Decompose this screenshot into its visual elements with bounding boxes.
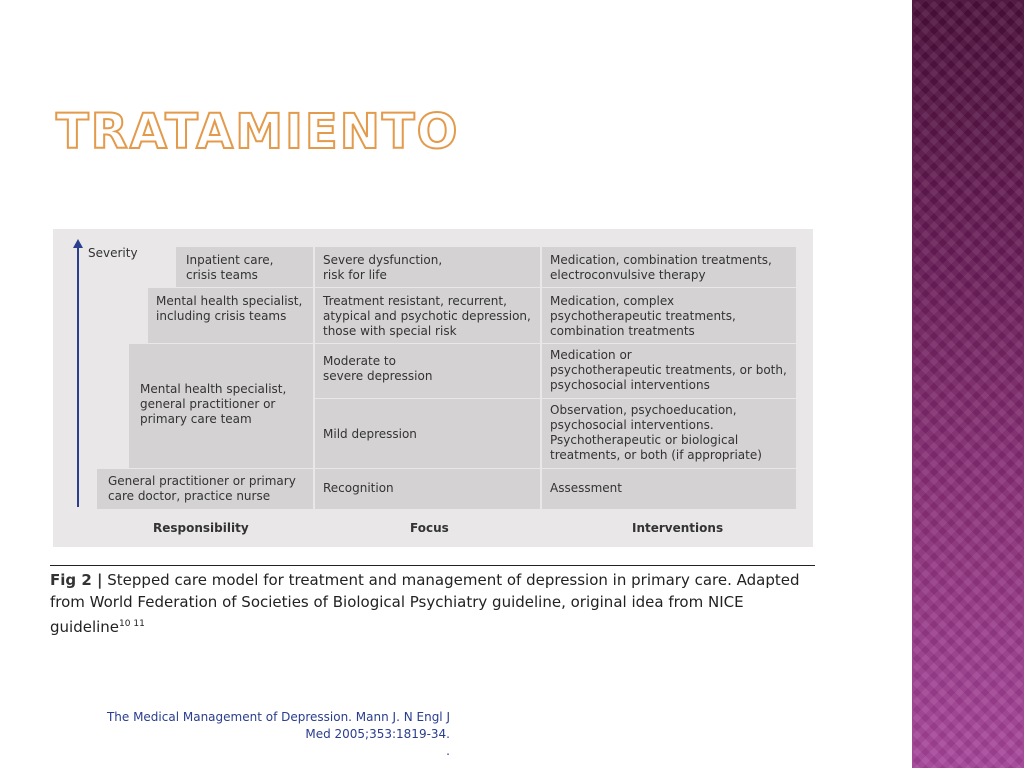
responsibility-gp: General practitioner or primary care doctor, practice nurse xyxy=(97,469,313,509)
focus-recognition: Recognition xyxy=(315,469,540,509)
interventions-row-5: Assessment xyxy=(542,469,796,509)
citation xyxy=(60,709,450,760)
caption-text: Stepped care model for treatment and management of depression in primary care. Adapted from World Federation of Societies of Biological Psychiatry guideline, original idea from NICE guideline xyxy=(50,571,800,636)
responsibility-mh-gp: Mental health specialist, general practitioner or primary care team xyxy=(129,344,313,468)
caption-references: 10 11 xyxy=(119,619,145,629)
severity-label: Severity xyxy=(88,246,138,260)
focus-mild: Mild depression xyxy=(315,399,540,468)
citation-line-1: The Medical Management of Depression. Mann J. N Engl J xyxy=(106,710,450,724)
decorative-side-band xyxy=(912,0,1024,768)
slide-title: TRATAMIENTO xyxy=(56,104,460,160)
responsibility-mh-crisis: Mental health specialist, including crisis teams xyxy=(148,288,313,343)
column-header-interventions: Interventions xyxy=(632,521,724,535)
citation-line-2: Med 2005;353:1819-34. xyxy=(305,727,450,741)
severity-arrow-icon xyxy=(77,245,79,507)
focus-severe-dysfunction: Severe dysfunction, risk for life xyxy=(315,247,540,287)
citation-line-3: . xyxy=(446,744,450,758)
stepped-care-figure xyxy=(53,229,813,547)
caption-label: Fig 2 | xyxy=(50,571,103,589)
interventions-row-2: Medication, complex psychotherapeutic treatments, combination treatments xyxy=(542,288,796,343)
caption-divider xyxy=(50,565,815,566)
focus-treatment-resistant: Treatment resistant, recurrent, atypical and psychotic depression, those with special risk xyxy=(315,288,540,343)
responsibility-inpatient: Inpatient care, crisis teams xyxy=(176,247,313,287)
focus-moderate: Moderate to severe depression xyxy=(315,344,540,398)
column-header-responsibility: Responsibility xyxy=(153,521,249,535)
figure-caption xyxy=(50,569,825,638)
column-header-focus: Focus xyxy=(410,521,449,535)
interventions-row-1: Medication, combination treatments, electroconvulsive therapy xyxy=(542,247,796,287)
interventions-row-4: Observation, psychoeducation, psychosocial interventions. Psychotherapeutic or biological treatments, or both (if appropriate) xyxy=(542,399,796,468)
interventions-row-3: Medication or psychotherapeutic treatments, or both, psychosocial interventions xyxy=(542,344,796,398)
